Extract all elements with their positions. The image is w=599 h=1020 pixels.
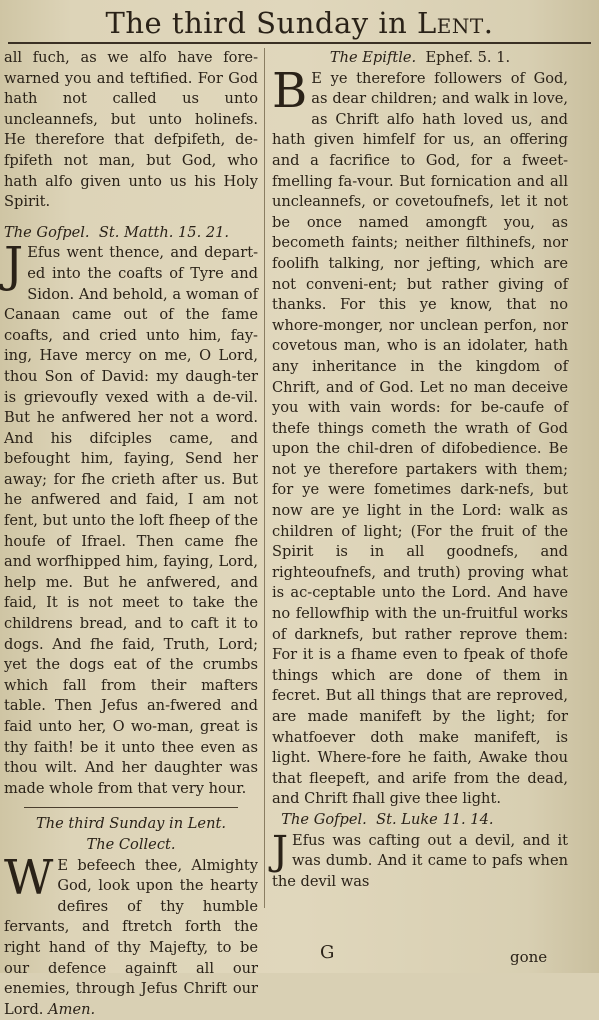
collect-body: E befeech thee, Almighty God, look upon the hearty defires of thy humble fervants, and ftretch forth the right hand of thy Majefty, to be our defence againft all our enemies, through Jefus Chrift our Lord. (4, 856, 258, 1018)
gospel2-ref: St. Luke 11. 14. (376, 810, 494, 828)
gospel-ref: St. Matth. 15. 21. (98, 223, 230, 241)
gospel-body: Efus went thence, and depart-ed into the coafts of Tyre and Sidon. And behold, a woman of Canaan came out of the fame coafts, and cried unto him, fay-ing, Have mercy on me, O Lord, thou Son of David: my daugh-ter is grievoufly vexed with a de-vil. But he anfwered her not a word. And his difciples came, and befought him, faying, Send her away; for fhe crieth after us. But he anfwered and faid, I am not fent, but unto the loft fheep of the houfe of Ifrael. Then came fhe and worfhipped him, faying, Lord, help me. But he anfwered, and faid, It is not meet to take the childrens bread, and to caft it to dogs. And fhe faid, Truth, Lord; yet the dogs eat of the crumbs which fall from their mafters table. Then Jefus an-fwered and faid unto her, O wo-man, great is thy faith! be it unto thee even as thou wilt. And her daughter was made whole from that very hour. (4, 244, 258, 797)
gospel-text (4, 237, 258, 799)
running-head (0, 6, 599, 40)
collect-drop-cap: W (4, 849, 54, 906)
gospel2-label: The Gofpel. (281, 810, 367, 828)
gospel-label: The Gofpel. (4, 223, 90, 241)
epistle-drop-cap: B (272, 62, 308, 119)
collect-amen: Amen. (48, 1000, 96, 1018)
gospel2-body: Efus was cafting out a devil, and it was dumb. And it came to pafs when the devil was (272, 831, 568, 890)
collect-text (4, 849, 258, 1020)
catchword: gone (510, 948, 548, 966)
running-head-lent: Lent. (417, 6, 494, 40)
left-column (4, 48, 258, 1020)
header-rule (8, 42, 591, 44)
gospel-heading (4, 223, 258, 244)
section-divider (24, 807, 238, 808)
gospel2-drop-cap: J (272, 827, 289, 874)
epistle-continuation: all fuch, as we alfo have fore-warned you and teftified. For God hath not called us unto uncleannefs, but unto holinefs. He therefore that defpifeth, de-fpifeth not man, but God, who hath alfo given unto us his Holy Spirit. (4, 49, 258, 211)
gospel-drop-cap: J (4, 237, 24, 294)
collect-heading: The Collect. (86, 835, 176, 853)
epistle-ref: Ephef. 5. 1. (425, 49, 511, 66)
column-divider (264, 48, 265, 908)
gospel2-heading (272, 810, 568, 831)
running-head-title: The third Sunday in (105, 6, 418, 40)
gospel2-text (272, 827, 568, 893)
right-column (272, 48, 568, 892)
signature-mark: G (320, 942, 335, 963)
collect-section-title: The third Sunday in Lent. (36, 815, 226, 833)
epistle-body: E ye therefore followers of God, as dear children; and walk in love, as Chrift alfo hath loved us, and hath given himfelf for us, an offering and a facrifice to God, for a fweet-fmelling fa-vour. But fornication and all uncleannefs, or covetoufnefs, let it not be once named amongft you, as becometh faints; neither filthinefs, nor foolifh talking, nor jefting, which are not conveni-ent; but rather giving of thanks. For this ye know, that no whore-monger, nor unclean perfon, nor covetous man, who is an idolater, hath any inheritance in the kingdom of Chrift, and of God. Let no man deceive you with vain words: for be-caufe of thefe things cometh the wrath of God upon the chil-dren of difobedience. Be not ye therefore partakers with them; for ye were fometimes dark-nefs, but now are ye light in the Lord: walk as children of light; (For the fruit of the Spirit is in all goodnefs, and righteoufnefs, and truth) proving what is ac-ceptable unto the Lord. And have no fellowfhip with the un-fruitful works of darknefs, but rather reprove them: For it is a fhame even to fpeak of thofe things which are done of them in fecret. But all things that are reproved, are made manifeft by the light; for whatfoever doth make manifeft, is light. Where-fore he faith, Awake thou that fleepeft, and arife from the dead, and Chrift fhall give thee light. (272, 69, 568, 808)
epistle-label: The Epiftle. (329, 49, 417, 66)
epistle-heading (272, 48, 568, 69)
epistle-text (272, 62, 568, 810)
